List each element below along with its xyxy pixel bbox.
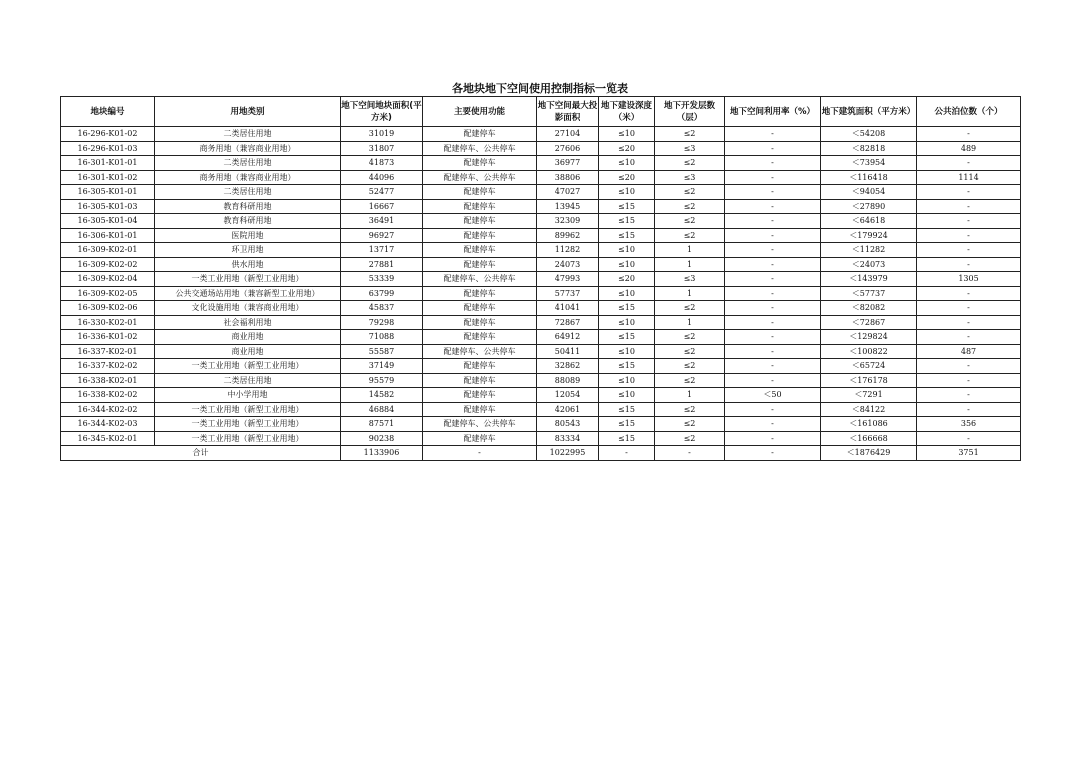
table-cell: 16-338-K02-02	[61, 388, 155, 403]
table-cell: 1	[655, 286, 725, 301]
column-header: 地块编号	[61, 97, 155, 127]
table-cell: 商业用地	[155, 330, 341, 345]
table-cell: 72867	[537, 315, 599, 330]
table-cell: -	[725, 214, 821, 229]
table-cell: ≤3	[655, 170, 725, 185]
table-cell: 16-337-K02-02	[61, 359, 155, 374]
table-cell: 16-296-K01-02	[61, 127, 155, 142]
table-cell: 64912	[537, 330, 599, 345]
table-cell: 16-305-K01-04	[61, 214, 155, 229]
column-header: 公共泊位数（个）	[917, 97, 1021, 127]
table-cell: ≤2	[655, 156, 725, 171]
table-cell: 配建停车	[423, 301, 537, 316]
table-cell: ≤2	[655, 199, 725, 214]
table-cell: 配建停车	[423, 373, 537, 388]
table-cell: -	[917, 228, 1021, 243]
table-cell: 配建停车	[423, 214, 537, 229]
table-cell: 1	[655, 315, 725, 330]
table-cell: 55587	[341, 344, 423, 359]
table-cell: -	[725, 373, 821, 388]
table-cell: 1	[655, 257, 725, 272]
table-cell: -	[917, 243, 1021, 258]
table-cell: 1114	[917, 170, 1021, 185]
table-cell: 16-336-K01-02	[61, 330, 155, 345]
table-cell: 配建停车	[423, 330, 537, 345]
table-row	[61, 214, 1021, 229]
table-cell: ≤15	[599, 359, 655, 374]
table-cell: 96927	[341, 228, 423, 243]
table-cell: ＜161086	[821, 417, 917, 432]
table-cell: -	[725, 315, 821, 330]
table-row	[61, 286, 1021, 301]
table-row	[61, 185, 1021, 200]
table-cell: 1	[655, 243, 725, 258]
table-row	[61, 431, 1021, 446]
table-cell: 16-301-K01-02	[61, 170, 155, 185]
table-cell: 配建停车	[423, 388, 537, 403]
table-body	[61, 127, 1021, 461]
column-header: 地下建设深度（米）	[599, 97, 655, 127]
table-cell: 配建停车	[423, 185, 537, 200]
table-cell: 一类工业用地（新型工业用地）	[155, 272, 341, 287]
table-cell: ＜64618	[821, 214, 917, 229]
underground-space-table	[60, 96, 1021, 461]
table-cell: ≤3	[655, 141, 725, 156]
table-cell: 教育科研用地	[155, 199, 341, 214]
table-row	[61, 272, 1021, 287]
table-cell: ≤10	[599, 156, 655, 171]
table-cell: 16-309-K02-06	[61, 301, 155, 316]
table-cell: 52477	[341, 185, 423, 200]
table-cell: -	[917, 330, 1021, 345]
table-cell: 配建停车	[423, 243, 537, 258]
table-cell: 27881	[341, 257, 423, 272]
column-header: 主要使用功能	[423, 97, 537, 127]
table-cell: ＜73954	[821, 156, 917, 171]
table-cell: 36977	[537, 156, 599, 171]
table-cell: 31019	[341, 127, 423, 142]
table-cell: 45837	[341, 301, 423, 316]
total-cell: ＜1876429	[821, 446, 917, 461]
column-header: 地下空间地块面积(平方米)	[341, 97, 423, 127]
table-cell: ＜143979	[821, 272, 917, 287]
table-row	[61, 141, 1021, 156]
table-cell: 87571	[341, 417, 423, 432]
table-cell: 57737	[537, 286, 599, 301]
table-cell: 一类工业用地（新型工业用地）	[155, 417, 341, 432]
table-row	[61, 243, 1021, 258]
table-cell: ≤15	[599, 431, 655, 446]
table-row	[61, 301, 1021, 316]
table-cell: 配建停车	[423, 228, 537, 243]
table-cell: 16-330-K02-01	[61, 315, 155, 330]
table-cell: 一类工业用地（新型工业用地）	[155, 402, 341, 417]
table-cell: 配建停车	[423, 199, 537, 214]
table-cell: ＜179924	[821, 228, 917, 243]
table-row	[61, 330, 1021, 345]
table-cell: 配建停车	[423, 402, 537, 417]
table-cell: 配建停车、公共停车	[423, 417, 537, 432]
table-cell: 37149	[341, 359, 423, 374]
table-cell: 16-296-K01-03	[61, 141, 155, 156]
table-cell: ≤2	[655, 214, 725, 229]
table-cell: -	[725, 359, 821, 374]
table-row	[61, 402, 1021, 417]
table-cell: 16-309-K02-04	[61, 272, 155, 287]
table-row	[61, 257, 1021, 272]
table-cell: 教育科研用地	[155, 214, 341, 229]
table-cell: ≤15	[599, 330, 655, 345]
table-cell: 71088	[341, 330, 423, 345]
table-cell: -	[725, 301, 821, 316]
table-row	[61, 344, 1021, 359]
table-cell: -	[725, 344, 821, 359]
table-cell: -	[725, 402, 821, 417]
table-cell: 489	[917, 141, 1021, 156]
table-cell: 配建停车、公共停车	[423, 141, 537, 156]
table-cell: -	[725, 243, 821, 258]
table-cell: -	[725, 199, 821, 214]
table-cell: -	[725, 286, 821, 301]
total-cell: -	[423, 446, 537, 461]
table-cell: 16-309-K02-01	[61, 243, 155, 258]
table-cell: 配建停车、公共停车	[423, 272, 537, 287]
table-cell: ≤2	[655, 228, 725, 243]
table-cell: -	[725, 141, 821, 156]
table-cell: ＜54208	[821, 127, 917, 142]
table-cell: 文化设施用地（兼容商业用地）	[155, 301, 341, 316]
table-cell: ≤10	[599, 344, 655, 359]
table-cell: 36491	[341, 214, 423, 229]
table-cell: 商务用地（兼容商业用地）	[155, 170, 341, 185]
total-cell: -	[725, 446, 821, 461]
table-cell: 12054	[537, 388, 599, 403]
table-cell: 一类工业用地（新型工业用地）	[155, 431, 341, 446]
table-cell: ≤2	[655, 431, 725, 446]
table-cell: ≤10	[599, 243, 655, 258]
table-cell: -	[725, 257, 821, 272]
table-title: 各地块地下空间使用控制指标一览表	[452, 82, 628, 95]
table-cell: ≤15	[599, 417, 655, 432]
table-cell: 16-305-K01-03	[61, 199, 155, 214]
table-cell: 95579	[341, 373, 423, 388]
table-cell: ≤2	[655, 359, 725, 374]
table-cell: 89962	[537, 228, 599, 243]
table-cell: 配建停车	[423, 257, 537, 272]
table-cell: ≤10	[599, 257, 655, 272]
table-cell: -	[917, 286, 1021, 301]
table-cell: 42061	[537, 402, 599, 417]
table-cell: ≤2	[655, 301, 725, 316]
table-row	[61, 170, 1021, 185]
table-cell: ≤2	[655, 402, 725, 417]
table-cell: 90238	[341, 431, 423, 446]
table-cell: 53339	[341, 272, 423, 287]
table-cell: 41873	[341, 156, 423, 171]
table-cell: ≤20	[599, 141, 655, 156]
table-cell: 83334	[537, 431, 599, 446]
table-cell: 二类居住用地	[155, 185, 341, 200]
table-cell: 41041	[537, 301, 599, 316]
table-cell: 47027	[537, 185, 599, 200]
table-cell: 80543	[537, 417, 599, 432]
table-cell: ＜116418	[821, 170, 917, 185]
table-cell: 11282	[537, 243, 599, 258]
table-cell: ＜7291	[821, 388, 917, 403]
total-label: 合计	[61, 446, 341, 461]
table-cell: -	[917, 127, 1021, 142]
table-cell: 配建停车	[423, 127, 537, 142]
total-cell: -	[599, 446, 655, 461]
table-cell: 27104	[537, 127, 599, 142]
table-cell: 13945	[537, 199, 599, 214]
table-cell: 配建停车、公共停车	[423, 170, 537, 185]
table-cell: 二类居住用地	[155, 156, 341, 171]
table-cell: ≤2	[655, 330, 725, 345]
table-cell: 医院用地	[155, 228, 341, 243]
table-cell: ≤10	[599, 286, 655, 301]
table-cell: 社会福利用地	[155, 315, 341, 330]
table-cell: ≤2	[655, 185, 725, 200]
table-cell: 32862	[537, 359, 599, 374]
table-cell: 1	[655, 388, 725, 403]
table-cell: ≤10	[599, 127, 655, 142]
table-cell: 356	[917, 417, 1021, 432]
table-cell: 16667	[341, 199, 423, 214]
table-cell: 配建停车	[423, 315, 537, 330]
table-cell: -	[917, 402, 1021, 417]
total-cell: -	[655, 446, 725, 461]
table-cell: 47993	[537, 272, 599, 287]
column-header: 地下空间最大投影面积	[537, 97, 599, 127]
table-cell: ≤10	[599, 388, 655, 403]
table-cell: -	[725, 330, 821, 345]
table-cell: ＜84122	[821, 402, 917, 417]
total-cell: 1133906	[341, 446, 423, 461]
table-cell: 31807	[341, 141, 423, 156]
total-cell: 3751	[917, 446, 1021, 461]
table-cell: ≤15	[599, 199, 655, 214]
table-cell: ＜82818	[821, 141, 917, 156]
table-cell: 商业用地	[155, 344, 341, 359]
table-cell: ≤10	[599, 315, 655, 330]
table-cell: 16-344-K02-03	[61, 417, 155, 432]
table-cell: -	[725, 127, 821, 142]
table-cell: -	[725, 431, 821, 446]
table-cell: ＜11282	[821, 243, 917, 258]
table-cell: ＜94054	[821, 185, 917, 200]
table-cell: ≤15	[599, 214, 655, 229]
table-cell: 44096	[341, 170, 423, 185]
table-row	[61, 228, 1021, 243]
table-cell: 24073	[537, 257, 599, 272]
table-cell: ≤20	[599, 170, 655, 185]
table-cell: ≤20	[599, 272, 655, 287]
table-cell: ＜65724	[821, 359, 917, 374]
table-cell: ＜72867	[821, 315, 917, 330]
table-cell: 32309	[537, 214, 599, 229]
table-cell: ＜129824	[821, 330, 917, 345]
table-cell: ≤2	[655, 373, 725, 388]
header-row	[61, 97, 1021, 127]
table-cell: 14582	[341, 388, 423, 403]
table-cell: 配建停车	[423, 359, 537, 374]
table-row	[61, 156, 1021, 171]
table-cell: 配建停车	[423, 431, 537, 446]
total-cell: 1022995	[537, 446, 599, 461]
table-cell: 16-309-K02-02	[61, 257, 155, 272]
table-cell: 环卫用地	[155, 243, 341, 258]
table-cell: ＜24073	[821, 257, 917, 272]
table-cell: 中小学用地	[155, 388, 341, 403]
table-cell: -	[917, 214, 1021, 229]
table-cell: ＜50	[725, 388, 821, 403]
table-cell: ≤2	[655, 344, 725, 359]
table-cell: 16-309-K02-05	[61, 286, 155, 301]
table-cell: ≤15	[599, 402, 655, 417]
table-cell: -	[725, 185, 821, 200]
table-cell: 一类工业用地（新型工业用地）	[155, 359, 341, 374]
column-header: 地下空间利用率（%）	[725, 97, 821, 127]
table-cell: -	[917, 199, 1021, 214]
table-cell: 16-301-K01-01	[61, 156, 155, 171]
table-cell: 二类居住用地	[155, 373, 341, 388]
column-header: 地下建筑面积（平方米）	[821, 97, 917, 127]
table-cell: -	[917, 388, 1021, 403]
table-cell: 配建停车	[423, 286, 537, 301]
table-cell: 79298	[341, 315, 423, 330]
table-cell: -	[917, 431, 1021, 446]
table-cell: ＜166668	[821, 431, 917, 446]
table-cell: -	[725, 156, 821, 171]
table-cell: 16-344-K02-02	[61, 402, 155, 417]
table-cell: 16-305-K01-01	[61, 185, 155, 200]
table-cell: 50411	[537, 344, 599, 359]
table-cell: ≤2	[655, 417, 725, 432]
table-cell: 1305	[917, 272, 1021, 287]
table-row	[61, 315, 1021, 330]
table-cell: 16-306-K01-01	[61, 228, 155, 243]
table-cell: 16-338-K02-01	[61, 373, 155, 388]
table-cell: ＜82082	[821, 301, 917, 316]
table-cell: ＜176178	[821, 373, 917, 388]
table-cell: -	[917, 315, 1021, 330]
table-cell: ＜100822	[821, 344, 917, 359]
table-cell: 88089	[537, 373, 599, 388]
table-cell: 16-337-K02-01	[61, 344, 155, 359]
table-cell: 公共交通场站用地（兼容新型工业用地）	[155, 286, 341, 301]
table-cell: -	[917, 257, 1021, 272]
table-cell: 供水用地	[155, 257, 341, 272]
table-cell: ＜27890	[821, 199, 917, 214]
table-row	[61, 359, 1021, 374]
table-cell: 46884	[341, 402, 423, 417]
table-cell: -	[917, 359, 1021, 374]
table-cell: ＜57737	[821, 286, 917, 301]
table-row	[61, 199, 1021, 214]
table-cell: 配建停车、公共停车	[423, 344, 537, 359]
table-cell: ≤2	[655, 127, 725, 142]
table-cell: -	[725, 170, 821, 185]
table-cell: 27606	[537, 141, 599, 156]
table-cell: ≤10	[599, 185, 655, 200]
table-cell: ≤15	[599, 228, 655, 243]
table-cell: -	[917, 373, 1021, 388]
table-cell: ≤3	[655, 272, 725, 287]
table-cell: -	[917, 156, 1021, 171]
table-row	[61, 127, 1021, 142]
table-cell: -	[917, 185, 1021, 200]
table-cell: 487	[917, 344, 1021, 359]
table-cell: 63799	[341, 286, 423, 301]
table-cell: 商务用地（兼容商业用地）	[155, 141, 341, 156]
total-row	[61, 446, 1021, 461]
table-cell: ≤10	[599, 373, 655, 388]
table-cell: -	[725, 272, 821, 287]
table-cell: 13717	[341, 243, 423, 258]
table-cell: 二类居住用地	[155, 127, 341, 142]
table-row	[61, 388, 1021, 403]
column-header: 地下开发层数（层）	[655, 97, 725, 127]
table-row	[61, 373, 1021, 388]
table-cell: 38806	[537, 170, 599, 185]
table-cell: -	[725, 417, 821, 432]
table-cell: ≤15	[599, 301, 655, 316]
column-header: 用地类别	[155, 97, 341, 127]
table-cell: -	[725, 228, 821, 243]
table-cell: -	[917, 301, 1021, 316]
table-row	[61, 417, 1021, 432]
table-cell: 16-345-K02-01	[61, 431, 155, 446]
table-cell: 配建停车	[423, 156, 537, 171]
